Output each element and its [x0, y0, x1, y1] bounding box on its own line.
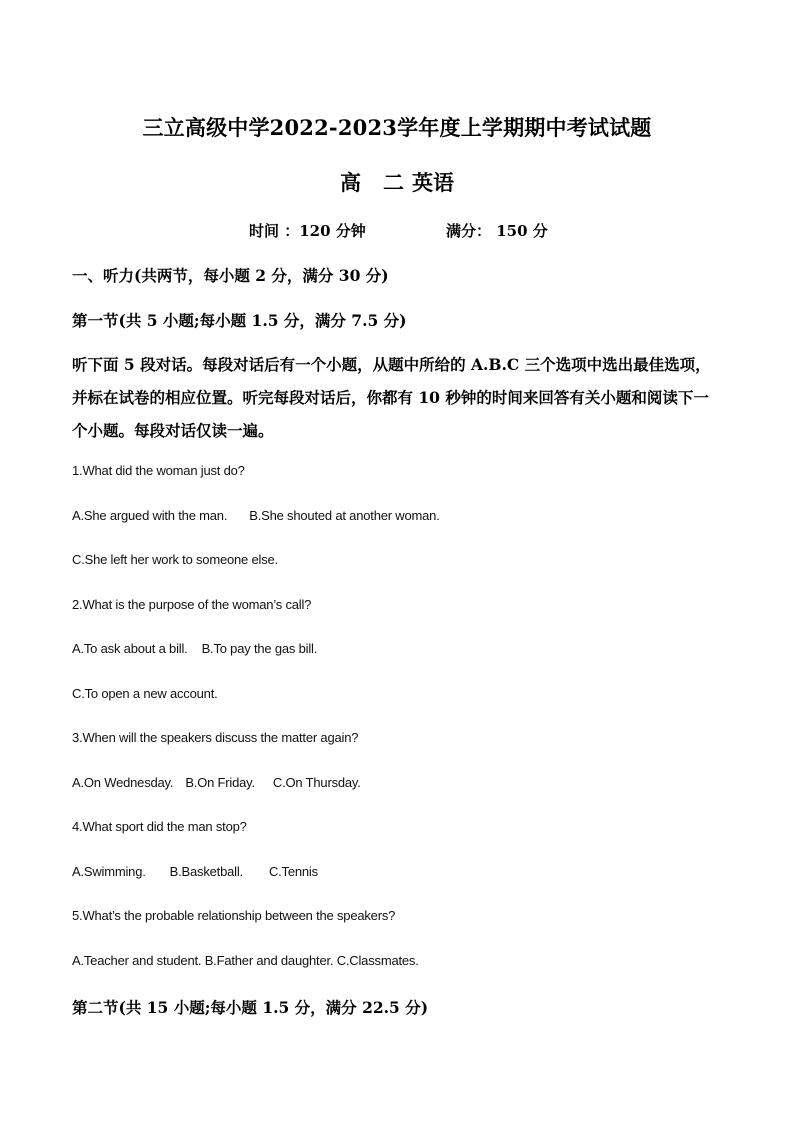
question-5-stem: 5.What’s the probable relationship between the speakers?	[72, 908, 396, 923]
question-1-options	[72, 508, 440, 523]
q2-option-c: C.To open a new account.	[72, 686, 218, 701]
q3-option-c: C.On Thursday.	[272, 775, 361, 790]
q3-option-b: B.On Friday.	[185, 775, 255, 790]
exam-time: 时间 ：120 分钟	[249, 222, 366, 240]
q1-option-a: A.She argued with the man.	[72, 508, 228, 523]
q3-option-a: A.On Wednesday.	[72, 775, 174, 790]
question-3-options	[72, 775, 361, 790]
question-1-stem: 1.What did the woman just do?	[72, 463, 245, 478]
exam-title: 三立高级中学2022-2023学年度上学期期中考试试题	[142, 115, 652, 140]
q2-option-b: B.To pay the gas bill.	[201, 641, 318, 656]
grade-label: 高	[340, 170, 361, 195]
question-2-stem: 2.What is the purpose of the woman’s call?	[72, 597, 312, 612]
question-5-options: A.Teacher and student. B.Father and daughter. C.Classmates.	[72, 953, 419, 968]
section2-heading: 第二节(共 15 小题;每小题 1.5 分，满分 22.5 分)	[72, 998, 429, 1017]
q4-option-c: C.Tennis	[268, 864, 318, 879]
question-4-stem: 4.What sport did the man stop?	[72, 819, 247, 834]
question-2-options	[72, 641, 317, 656]
grade-number-label: 二	[383, 170, 404, 195]
section1-instructions: 听下面 5 段对话。每段对话后有一个小题，从题中所给的 A.B.C 三个选项中选出最佳选项，并标在试卷的相应位置。听完每段对话后，你都有 10 秒钟的时间来回答有关小题和阅读下一个小题。每段对话仅读一遍。	[72, 355, 711, 440]
q4-option-b: B.Basketball.	[169, 864, 243, 879]
exam-full-score: 满分： 150 分	[446, 222, 548, 240]
part-heading: 一、听力(共两节，每小题 2 分，满分 30 分)	[72, 266, 389, 285]
q1-option-b: B.She shouted at another woman.	[249, 508, 440, 523]
question-4-options	[72, 864, 318, 879]
q4-option-a: A.Swimming.	[72, 864, 146, 879]
q2-option-a: A.To ask about a bill.	[72, 641, 188, 656]
subject-label: 英语	[412, 170, 454, 195]
section1-heading: 第一节(共 5 小题;每小题 1.5 分，满分 7.5 分)	[72, 311, 407, 330]
q1-option-c: C.She left her work to someone else.	[72, 552, 278, 567]
grade-subject-line	[0, 167, 794, 197]
question-3-stem: 3.When will the speakers discuss the matter again?	[72, 730, 359, 745]
